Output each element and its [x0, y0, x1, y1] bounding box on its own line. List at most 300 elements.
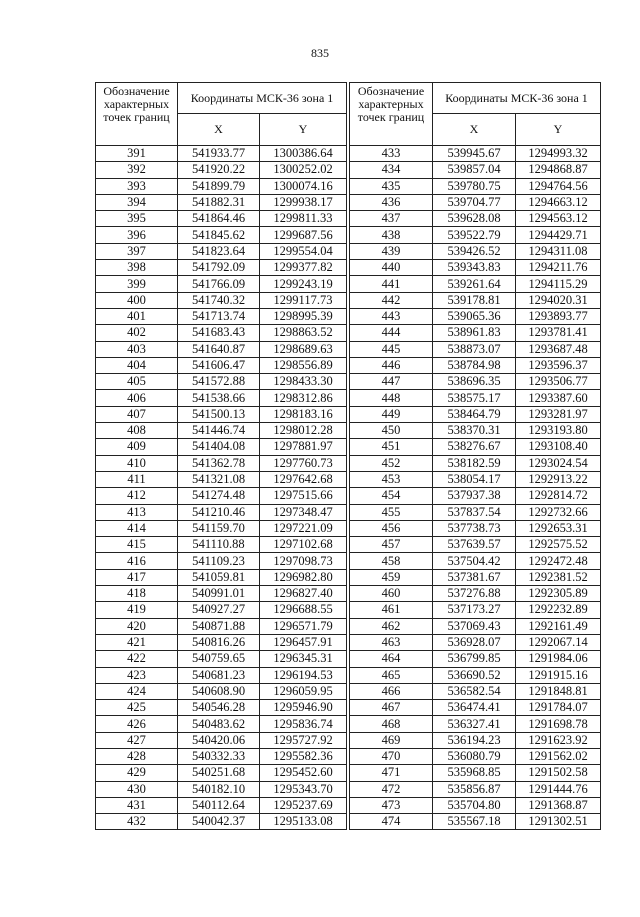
- coord-y: 1295836.74: [260, 716, 347, 732]
- coord-x: 535704.80: [433, 797, 516, 813]
- point-number: 445: [350, 341, 433, 357]
- point-number: 431: [96, 797, 178, 813]
- coord-x: 541110.88: [178, 537, 260, 553]
- table-row: [96, 423, 347, 439]
- coord-x: 536327.41: [433, 716, 516, 732]
- table-row: [96, 748, 347, 764]
- coord-x: 541882.31: [178, 194, 260, 210]
- point-number: 402: [96, 325, 178, 341]
- coord-y: 1293387.60: [516, 390, 601, 406]
- table-row: [96, 537, 347, 553]
- table-row: [96, 651, 347, 667]
- coord-x: 539522.79: [433, 227, 516, 243]
- coord-y: 1300252.02: [260, 162, 347, 178]
- point-number: 451: [350, 439, 433, 455]
- coord-x: 537069.43: [433, 618, 516, 634]
- table-row: [350, 651, 601, 667]
- coord-x: 538961.83: [433, 325, 516, 341]
- table-row: [96, 602, 347, 618]
- y-header: Y: [516, 114, 601, 146]
- point-number: 420: [96, 618, 178, 634]
- table-row: [350, 146, 601, 162]
- coord-y: 1292305.89: [516, 586, 601, 602]
- table-row: [350, 423, 601, 439]
- coord-y: 1293024.54: [516, 455, 601, 471]
- table-row: [96, 260, 347, 276]
- table-row: [350, 406, 601, 422]
- coord-y: 1293193.80: [516, 423, 601, 439]
- coord-x: 536194.23: [433, 732, 516, 748]
- point-number: 474: [350, 814, 433, 830]
- coord-y: 1291302.51: [516, 814, 601, 830]
- point-number: 440: [350, 260, 433, 276]
- coord-x: 536582.54: [433, 683, 516, 699]
- table-row: [96, 683, 347, 699]
- coord-y: 1295133.08: [260, 814, 347, 830]
- coord-y: 1299377.82: [260, 260, 347, 276]
- point-number: 443: [350, 308, 433, 324]
- point-number: 464: [350, 651, 433, 667]
- coord-x: 538276.67: [433, 439, 516, 455]
- coord-x: 538182.59: [433, 455, 516, 471]
- coord-y: 1291368.87: [516, 797, 601, 813]
- table-row: [96, 553, 347, 569]
- coord-y: 1300386.64: [260, 146, 347, 162]
- coord-x: 540042.37: [178, 814, 260, 830]
- coord-y: 1294211.76: [516, 260, 601, 276]
- point-number: 416: [96, 553, 178, 569]
- point-number: 405: [96, 374, 178, 390]
- coord-x: 540112.64: [178, 797, 260, 813]
- coordinates-table-right: [349, 82, 601, 830]
- table-row: [96, 227, 347, 243]
- point-number: 450: [350, 423, 433, 439]
- point-number: 422: [96, 651, 178, 667]
- point-number: 471: [350, 765, 433, 781]
- coord-y: 1292575.52: [516, 537, 601, 553]
- coord-y: 1298433.30: [260, 374, 347, 390]
- table-row: [350, 227, 601, 243]
- coord-x: 540991.01: [178, 586, 260, 602]
- table-row: [96, 146, 347, 162]
- table-row: [350, 634, 601, 650]
- designation-header: Обозначение характерных точек границ: [350, 83, 433, 146]
- table-row: [96, 814, 347, 830]
- coord-x: 535856.87: [433, 781, 516, 797]
- point-number: 435: [350, 178, 433, 194]
- point-number: 460: [350, 586, 433, 602]
- point-number: 424: [96, 683, 178, 699]
- coord-x: 536080.79: [433, 748, 516, 764]
- point-number: 441: [350, 276, 433, 292]
- point-number: 403: [96, 341, 178, 357]
- coord-y: 1293781.41: [516, 325, 601, 341]
- point-number: 419: [96, 602, 178, 618]
- coord-y: 1292653.31: [516, 520, 601, 536]
- coord-x: 540759.65: [178, 651, 260, 667]
- coord-x: 535968.85: [433, 765, 516, 781]
- table-row: [96, 765, 347, 781]
- coord-y: 1291562.02: [516, 748, 601, 764]
- coord-x: 540871.88: [178, 618, 260, 634]
- point-number: 392: [96, 162, 178, 178]
- coord-y: 1294764.56: [516, 178, 601, 194]
- coord-x: 541845.62: [178, 227, 260, 243]
- table-row: [96, 178, 347, 194]
- point-number: 438: [350, 227, 433, 243]
- point-number: 406: [96, 390, 178, 406]
- coord-y: 1291784.07: [516, 700, 601, 716]
- point-number: 411: [96, 471, 178, 487]
- table-row: [96, 455, 347, 471]
- point-number: 455: [350, 504, 433, 520]
- table-row: [350, 700, 601, 716]
- coord-x: 540420.06: [178, 732, 260, 748]
- point-number: 393: [96, 178, 178, 194]
- coord-y: 1298863.52: [260, 325, 347, 341]
- coord-y: 1295946.90: [260, 700, 347, 716]
- table-row: [350, 732, 601, 748]
- table-row: [350, 797, 601, 813]
- coord-x: 537276.88: [433, 586, 516, 602]
- coord-x: 540816.26: [178, 634, 260, 650]
- table-row: [350, 260, 601, 276]
- point-number: 470: [350, 748, 433, 764]
- coord-x: 540927.27: [178, 602, 260, 618]
- table-row: [350, 162, 601, 178]
- coord-x: 540681.23: [178, 667, 260, 683]
- coord-x: 537738.73: [433, 520, 516, 536]
- table-row: [96, 634, 347, 650]
- point-number: 469: [350, 732, 433, 748]
- point-number: 417: [96, 569, 178, 585]
- coord-x: 537173.27: [433, 602, 516, 618]
- table-row: [350, 211, 601, 227]
- coord-y: 1298995.39: [260, 308, 347, 324]
- coord-x: 539704.77: [433, 194, 516, 210]
- table-row: [350, 569, 601, 585]
- coord-y: 1299687.56: [260, 227, 347, 243]
- point-number: 458: [350, 553, 433, 569]
- coordinates-table-left: [95, 82, 347, 830]
- table-row: [96, 194, 347, 210]
- coord-x: 541321.08: [178, 471, 260, 487]
- point-number: 449: [350, 406, 433, 422]
- coord-y: 1293506.77: [516, 374, 601, 390]
- coord-y: 1300074.16: [260, 178, 347, 194]
- coord-x: 535567.18: [433, 814, 516, 830]
- table-row: [96, 276, 347, 292]
- table-row: [350, 455, 601, 471]
- coord-x: 536928.07: [433, 634, 516, 650]
- coord-y: 1293893.77: [516, 308, 601, 324]
- point-number: 415: [96, 537, 178, 553]
- left-table-body: [96, 146, 347, 830]
- point-number: 394: [96, 194, 178, 210]
- point-number: 453: [350, 471, 433, 487]
- coord-x: 541606.47: [178, 357, 260, 373]
- table-row: [350, 325, 601, 341]
- coord-y: 1296059.95: [260, 683, 347, 699]
- table-row: [96, 341, 347, 357]
- table-row: [350, 683, 601, 699]
- coord-y: 1299117.73: [260, 292, 347, 308]
- coord-x: 541109.23: [178, 553, 260, 569]
- point-number: 461: [350, 602, 433, 618]
- table-row: [350, 292, 601, 308]
- table-row: [350, 308, 601, 324]
- table-row: [96, 390, 347, 406]
- coord-x: 539780.75: [433, 178, 516, 194]
- point-number: 434: [350, 162, 433, 178]
- coord-y: 1294563.12: [516, 211, 601, 227]
- coord-x: 541740.32: [178, 292, 260, 308]
- coord-y: 1296982.80: [260, 569, 347, 585]
- point-number: 425: [96, 700, 178, 716]
- table-row: [96, 520, 347, 536]
- point-number: 437: [350, 211, 433, 227]
- point-number: 436: [350, 194, 433, 210]
- coord-y: 1298012.28: [260, 423, 347, 439]
- coord-y: 1295237.69: [260, 797, 347, 813]
- x-header: X: [178, 114, 260, 146]
- coord-y: 1297098.73: [260, 553, 347, 569]
- point-number: 426: [96, 716, 178, 732]
- coord-x: 541572.88: [178, 374, 260, 390]
- point-number: 397: [96, 243, 178, 259]
- designation-header: Обозначение характерных точек границ: [96, 83, 178, 146]
- table-row: [96, 488, 347, 504]
- coord-group-header: Координаты МСК-36 зона 1: [433, 83, 601, 114]
- table-row: [350, 488, 601, 504]
- table-row: [96, 781, 347, 797]
- point-number: 409: [96, 439, 178, 455]
- coord-y: 1292161.49: [516, 618, 601, 634]
- table-row: [96, 569, 347, 585]
- coord-y: 1292381.52: [516, 569, 601, 585]
- table-row: [350, 357, 601, 373]
- coord-x: 539065.36: [433, 308, 516, 324]
- point-number: 430: [96, 781, 178, 797]
- point-number: 410: [96, 455, 178, 471]
- coord-x: 538784.98: [433, 357, 516, 373]
- coord-x: 541640.87: [178, 341, 260, 357]
- point-number: 433: [350, 146, 433, 162]
- table-row: [96, 243, 347, 259]
- coord-y: 1292067.14: [516, 634, 601, 650]
- coord-x: 540251.68: [178, 765, 260, 781]
- coord-y: 1297515.66: [260, 488, 347, 504]
- point-number: 462: [350, 618, 433, 634]
- table-row: [96, 716, 347, 732]
- table-row: [350, 618, 601, 634]
- coord-y: 1297102.68: [260, 537, 347, 553]
- coord-y: 1292913.22: [516, 471, 601, 487]
- table-row: [96, 292, 347, 308]
- point-number: 400: [96, 292, 178, 308]
- table-row: [350, 178, 601, 194]
- table-row: [350, 602, 601, 618]
- table-row: [350, 814, 601, 830]
- point-number: 427: [96, 732, 178, 748]
- coord-y: 1293687.48: [516, 341, 601, 357]
- table-row: [96, 586, 347, 602]
- table-row: [350, 439, 601, 455]
- coord-x: 539945.67: [433, 146, 516, 162]
- coord-y: 1298556.89: [260, 357, 347, 373]
- point-number: 407: [96, 406, 178, 422]
- coord-y: 1295727.92: [260, 732, 347, 748]
- coord-y: 1297642.68: [260, 471, 347, 487]
- coord-x: 536799.85: [433, 651, 516, 667]
- coord-y: 1295582.36: [260, 748, 347, 764]
- table-row: [350, 194, 601, 210]
- coord-x: 539178.81: [433, 292, 516, 308]
- coord-x: 539857.04: [433, 162, 516, 178]
- coord-y: 1291444.76: [516, 781, 601, 797]
- table-row: [350, 537, 601, 553]
- coord-y: 1291915.16: [516, 667, 601, 683]
- coord-y: 1291984.06: [516, 651, 601, 667]
- coord-x: 541792.09: [178, 260, 260, 276]
- point-number: 408: [96, 423, 178, 439]
- table-row: [350, 504, 601, 520]
- coord-y: 1292732.66: [516, 504, 601, 520]
- point-number: 442: [350, 292, 433, 308]
- table-row: [96, 439, 347, 455]
- table-row: [96, 797, 347, 813]
- point-number: 396: [96, 227, 178, 243]
- point-number: 399: [96, 276, 178, 292]
- point-number: 448: [350, 390, 433, 406]
- coord-x: 541920.22: [178, 162, 260, 178]
- coord-x: 541159.70: [178, 520, 260, 536]
- table-row: [350, 667, 601, 683]
- table-row: [350, 765, 601, 781]
- coord-y: 1293596.37: [516, 357, 601, 373]
- point-number: 401: [96, 308, 178, 324]
- coord-y: 1299243.19: [260, 276, 347, 292]
- table-row: [96, 667, 347, 683]
- point-number: 466: [350, 683, 433, 699]
- coord-y: 1297348.47: [260, 504, 347, 520]
- coord-y: 1294115.29: [516, 276, 601, 292]
- coord-y: 1296571.79: [260, 618, 347, 634]
- point-number: 418: [96, 586, 178, 602]
- coord-y: 1297760.73: [260, 455, 347, 471]
- coord-y: 1295452.60: [260, 765, 347, 781]
- table-row: [350, 520, 601, 536]
- coord-x: 540546.28: [178, 700, 260, 716]
- coord-x: 538054.17: [433, 471, 516, 487]
- coord-x: 536474.41: [433, 700, 516, 716]
- point-number: 473: [350, 797, 433, 813]
- coord-x: 541864.46: [178, 211, 260, 227]
- table-row: [96, 325, 347, 341]
- coord-y: 1292232.89: [516, 602, 601, 618]
- coord-y: 1292472.48: [516, 553, 601, 569]
- coord-y: 1296688.55: [260, 602, 347, 618]
- table-row: [96, 618, 347, 634]
- coord-x: 539343.83: [433, 260, 516, 276]
- point-number: 404: [96, 357, 178, 373]
- coord-x: 540182.10: [178, 781, 260, 797]
- coord-y: 1291848.81: [516, 683, 601, 699]
- coord-x: 541766.09: [178, 276, 260, 292]
- point-number: 412: [96, 488, 178, 504]
- table-row: [96, 374, 347, 390]
- coord-x: 541404.08: [178, 439, 260, 455]
- table-row: [350, 781, 601, 797]
- coord-y: 1298312.86: [260, 390, 347, 406]
- coord-y: 1297881.97: [260, 439, 347, 455]
- table-row: [96, 700, 347, 716]
- coord-y: 1294020.31: [516, 292, 601, 308]
- coord-y: 1296827.40: [260, 586, 347, 602]
- y-header: Y: [260, 114, 347, 146]
- coord-y: 1296345.31: [260, 651, 347, 667]
- point-number: 463: [350, 634, 433, 650]
- coord-y: 1291623.92: [516, 732, 601, 748]
- coord-y: 1293281.97: [516, 406, 601, 422]
- x-header: X: [433, 114, 516, 146]
- coord-y: 1291698.78: [516, 716, 601, 732]
- coord-y: 1299938.17: [260, 194, 347, 210]
- coord-x: 541683.43: [178, 325, 260, 341]
- coord-x: 540332.33: [178, 748, 260, 764]
- coord-y: 1294868.87: [516, 162, 601, 178]
- table-row: [350, 341, 601, 357]
- table-row: [96, 471, 347, 487]
- coord-group-header: Координаты МСК-36 зона 1: [178, 83, 347, 114]
- table-row: [96, 162, 347, 178]
- coord-x: 538370.31: [433, 423, 516, 439]
- point-number: 459: [350, 569, 433, 585]
- coord-x: 539426.52: [433, 243, 516, 259]
- table-row: [350, 748, 601, 764]
- point-number: 472: [350, 781, 433, 797]
- table-row: [96, 504, 347, 520]
- coord-x: 540608.90: [178, 683, 260, 699]
- coord-y: 1294663.12: [516, 194, 601, 210]
- point-number: 391: [96, 146, 178, 162]
- coord-y: 1298183.16: [260, 406, 347, 422]
- coord-x: 541210.46: [178, 504, 260, 520]
- point-number: 432: [96, 814, 178, 830]
- point-number: 454: [350, 488, 433, 504]
- coord-x: 541538.66: [178, 390, 260, 406]
- point-number: 446: [350, 357, 433, 373]
- point-number: 395: [96, 211, 178, 227]
- coord-y: 1295343.70: [260, 781, 347, 797]
- point-number: 452: [350, 455, 433, 471]
- coord-x: 537381.67: [433, 569, 516, 585]
- point-number: 423: [96, 667, 178, 683]
- coord-y: 1294429.71: [516, 227, 601, 243]
- point-number: 421: [96, 634, 178, 650]
- point-number: 447: [350, 374, 433, 390]
- coordinates-tables: [95, 82, 599, 829]
- coord-y: 1296194.53: [260, 667, 347, 683]
- coord-y: 1298689.63: [260, 341, 347, 357]
- coord-x: 538575.17: [433, 390, 516, 406]
- coord-x: 538464.79: [433, 406, 516, 422]
- coord-y: 1292814.72: [516, 488, 601, 504]
- point-number: 467: [350, 700, 433, 716]
- coord-y: 1299554.04: [260, 243, 347, 259]
- point-number: 414: [96, 520, 178, 536]
- point-number: 465: [350, 667, 433, 683]
